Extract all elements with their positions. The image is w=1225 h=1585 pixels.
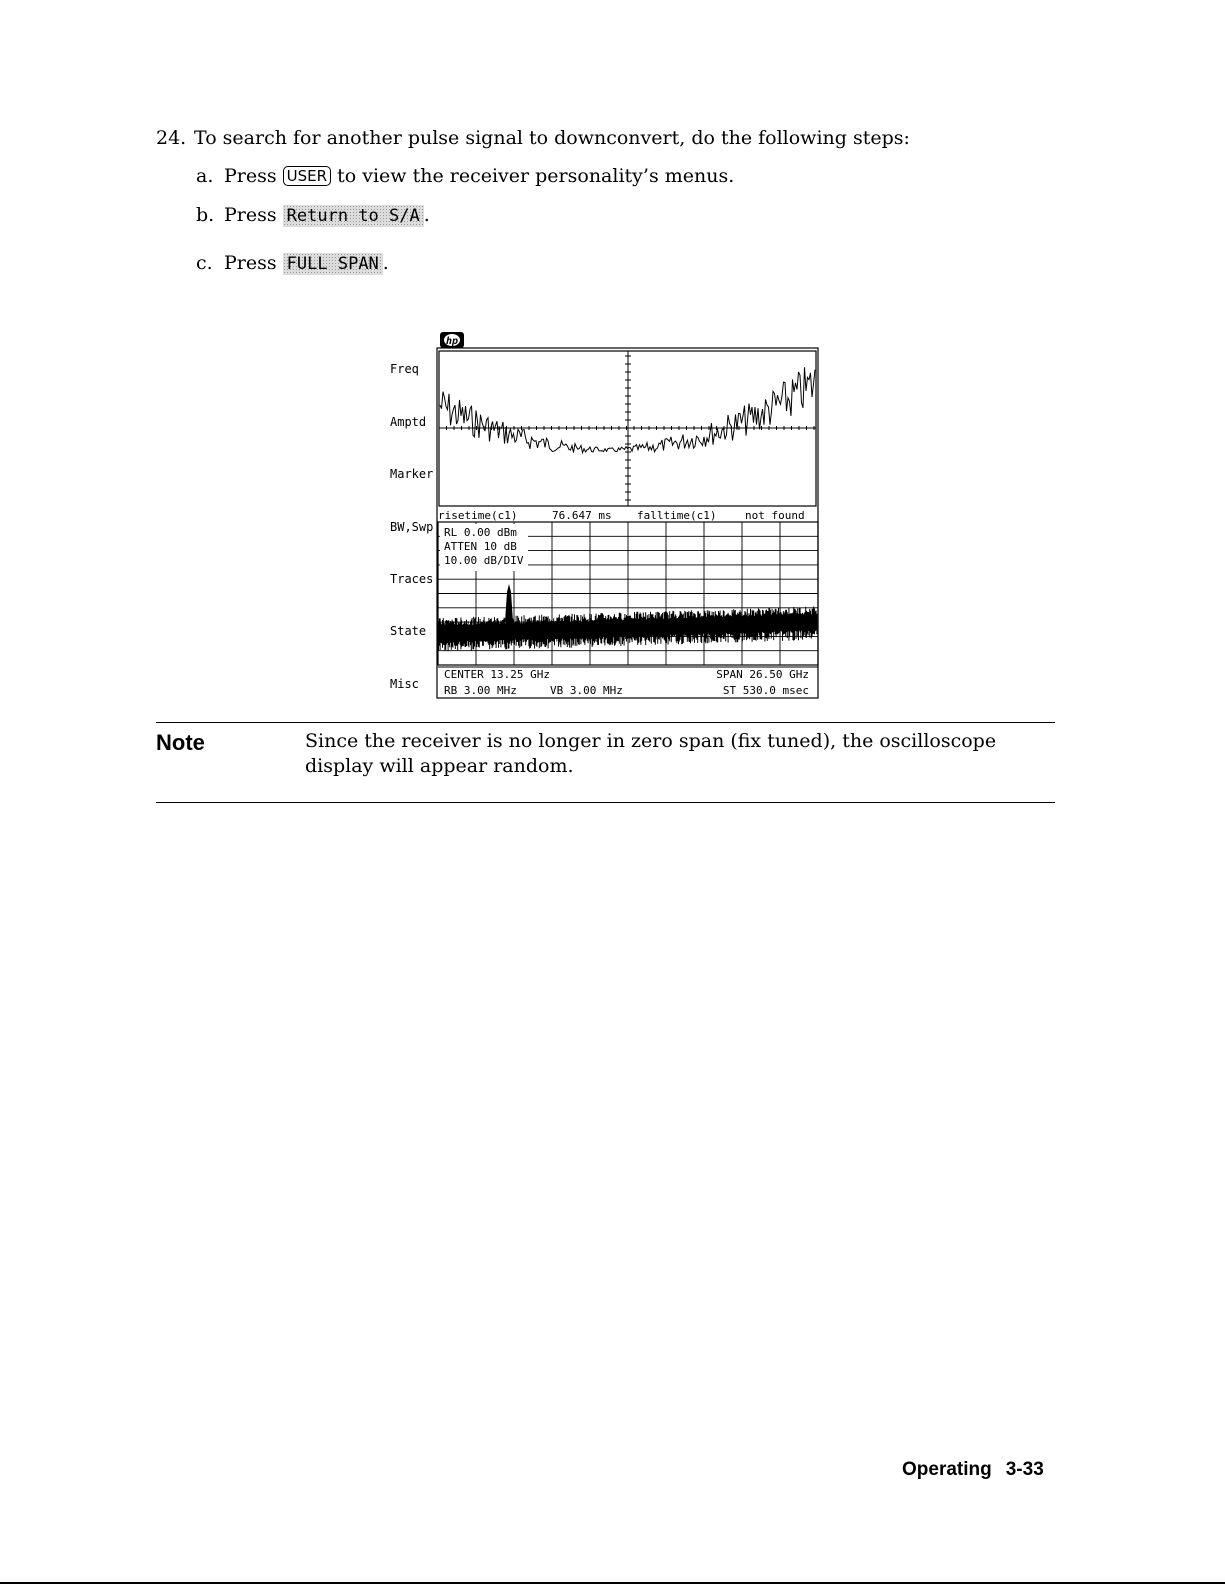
menu-marker[interactable]: Marker	[390, 467, 434, 481]
substep-suffix: to view the receiver personality’s menus.	[337, 165, 735, 187]
step-24	[156, 127, 910, 149]
step-text: To search for another pulse signal to downconvert, do the following steps:	[194, 127, 910, 149]
resolution-bw: RB 3.00 MHz	[444, 684, 517, 697]
note-top-rule	[156, 722, 1055, 723]
substep-letter: a.	[196, 165, 214, 187]
menu-freq[interactable]: Freq	[390, 362, 419, 376]
risetime-label: risetime(c1)	[438, 509, 518, 522]
hp-logo	[440, 332, 464, 348]
note-label: Note	[156, 730, 205, 755]
note-bottom-rule	[156, 802, 1055, 803]
user-key[interactable]: USER	[283, 166, 331, 186]
substep-suffix: .	[382, 252, 389, 274]
hp-logo-text: hp	[445, 336, 459, 347]
center-frequency: CENTER 13.25 GHz	[444, 668, 550, 681]
falltime-value: not found	[745, 509, 805, 522]
spectrum-peak	[505, 584, 513, 622]
substep-prefix: Press	[224, 165, 277, 187]
menu-misc[interactable]: Misc	[390, 677, 419, 691]
menu-traces[interactable]: Traces	[390, 572, 434, 586]
menu-bw-swp[interactable]: BW,Swp	[390, 520, 434, 534]
substep-b	[196, 204, 430, 227]
note-text: Since the receiver is no longer in zero span (fix tuned), the oscilloscope display will appear random.	[305, 730, 997, 777]
page-bottom-rule	[0, 1582, 1225, 1584]
substep-c	[196, 252, 389, 275]
ref-level: RL 0.00 dBm	[444, 526, 517, 539]
step-number: 24.	[156, 127, 187, 149]
span: SPAN 26.50 GHz	[716, 668, 809, 681]
page-footer	[902, 1459, 1044, 1481]
substep-letter: c.	[196, 252, 213, 274]
falltime-label: falltime(c1)	[637, 509, 717, 522]
substep-prefix: Press	[224, 204, 277, 226]
substep-suffix: .	[423, 204, 430, 226]
video-bw: VB 3.00 MHz	[550, 684, 623, 697]
sweep-time: ST 530.0 msec	[722, 684, 809, 697]
attenuation: ATTEN 10 dB	[444, 540, 517, 553]
scale-per-div: 10.00 dB/DIV	[444, 554, 524, 567]
substep-letter: b.	[196, 204, 215, 226]
risetime-value: 76.647 ms	[552, 509, 612, 522]
menu-state[interactable]: State	[390, 624, 427, 638]
menu-amptd[interactable]: Amptd	[390, 415, 427, 429]
substep-a	[196, 165, 734, 187]
footer-section: Operating	[902, 1459, 992, 1480]
return-to-sa-softkey[interactable]: Return to S/A	[283, 205, 424, 227]
page-number: 3-33	[1005, 1459, 1044, 1480]
substep-prefix: Press	[224, 252, 277, 274]
analyzer-screen	[388, 330, 820, 702]
full-span-softkey[interactable]: FULL SPAN	[283, 253, 383, 275]
